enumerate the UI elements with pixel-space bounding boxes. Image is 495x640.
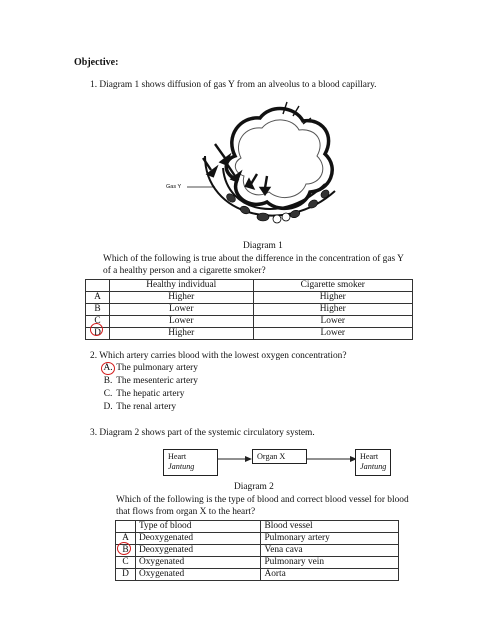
option-text: The mesenteric artery bbox=[116, 376, 198, 386]
question-1-stem: 1. Diagram 1 shows diffusion of gas Y from an alveolus to a blood capillary. bbox=[90, 80, 377, 90]
option-letter: D. bbox=[103, 402, 113, 412]
option-d bbox=[102, 402, 176, 413]
table-row bbox=[86, 304, 413, 316]
option-letter: A bbox=[86, 292, 110, 304]
option-text: The pulmonary artery bbox=[116, 363, 198, 373]
smoker-cell: Lower bbox=[253, 316, 412, 328]
blood-type-cell: Oxygenated bbox=[135, 569, 261, 581]
table-header-cell bbox=[116, 521, 136, 533]
table-header-row bbox=[86, 280, 413, 292]
option-b bbox=[102, 376, 198, 387]
table-row bbox=[116, 557, 399, 569]
option-letter: B bbox=[116, 545, 136, 557]
box-title: Heart bbox=[360, 452, 379, 461]
blood-type-cell: Deoxygenated bbox=[135, 545, 261, 557]
table-row bbox=[116, 533, 399, 545]
option-text: The renal artery bbox=[116, 402, 177, 412]
smoker-cell: Higher bbox=[253, 304, 412, 316]
question-3-stem: 3. Diagram 2 shows part of the systemic circulatory system. bbox=[90, 428, 315, 438]
option-letter: B. bbox=[103, 376, 113, 386]
arrow-right-icon bbox=[218, 455, 252, 463]
table-header-row bbox=[116, 521, 399, 533]
question-3-text-line1: Which of the following is the type of blood and correct blood vessel for blood bbox=[116, 495, 409, 505]
blood-type-cell: Oxygenated bbox=[135, 557, 261, 569]
healthy-cell: Higher bbox=[109, 328, 253, 340]
table-row bbox=[116, 569, 399, 581]
blood-type-cell: Deoxygenated bbox=[135, 533, 261, 545]
answer-circle bbox=[101, 362, 115, 375]
question-2-stem: 2. Which artery carries blood with the lowest oxygen concentration? bbox=[90, 351, 347, 361]
option-letter: C. bbox=[103, 389, 113, 399]
option-c bbox=[102, 389, 184, 400]
alveolus-diagram bbox=[165, 96, 355, 241]
answer-circle bbox=[90, 323, 103, 336]
heart-box-left bbox=[163, 449, 218, 476]
healthy-cell: Higher bbox=[109, 292, 253, 304]
box-subtitle: Jantung bbox=[168, 462, 195, 471]
vessel-cell: Aorta bbox=[261, 569, 399, 581]
organ-x-box bbox=[252, 449, 307, 464]
option-text: The hepatic artery bbox=[116, 389, 185, 399]
table-row bbox=[86, 316, 413, 328]
box-subtitle: Jantung bbox=[360, 462, 387, 471]
option-letter: B bbox=[86, 304, 110, 316]
answer-circle bbox=[117, 542, 131, 555]
smoker-cell: Lower bbox=[253, 328, 412, 340]
vessel-cell: Pulmonary artery bbox=[261, 533, 399, 545]
option-letter: D bbox=[86, 328, 110, 340]
vessel-cell: Pulmonary vein bbox=[261, 557, 399, 569]
option-letter: C bbox=[116, 557, 136, 569]
heart-box-right bbox=[355, 449, 391, 476]
diagram-1-caption: Diagram 1 bbox=[243, 241, 283, 251]
question-3-text-line2: that flows from organ X to the heart? bbox=[116, 507, 256, 517]
healthy-cell: Lower bbox=[109, 304, 253, 316]
table-row bbox=[86, 292, 413, 304]
arrow-right-icon bbox=[307, 455, 357, 463]
option-a bbox=[102, 363, 198, 374]
option-letter: A. bbox=[103, 363, 113, 373]
option-letter: C bbox=[86, 316, 110, 328]
vessel-cell: Vena cava bbox=[261, 545, 399, 557]
question-3-table bbox=[115, 520, 399, 581]
table-header-cell: Cigarette smoker bbox=[253, 280, 412, 292]
box-title: Organ X bbox=[257, 452, 286, 461]
alveolus-wall bbox=[226, 109, 332, 209]
table-header-cell bbox=[86, 280, 110, 292]
healthy-cell: Lower bbox=[109, 316, 253, 328]
question-1-text-line2: of a healthy person and a cigarette smoker? bbox=[103, 266, 266, 276]
diagram-2-caption: Diagram 2 bbox=[234, 482, 274, 492]
question-1-table bbox=[85, 279, 413, 340]
option-letter: D bbox=[116, 569, 136, 581]
question-1-text-line1: Which of the following is true about the difference in the concentration of gas Y bbox=[103, 254, 404, 264]
table-header-cell: Type of blood bbox=[135, 521, 261, 533]
section-heading: Objective: bbox=[74, 57, 119, 68]
gas-y-label: Gas Y bbox=[166, 184, 182, 190]
table-row bbox=[86, 328, 413, 340]
smoker-cell: Higher bbox=[253, 292, 412, 304]
option-letter: A bbox=[116, 533, 136, 545]
table-header-cell: Blood vessel bbox=[261, 521, 399, 533]
table-row bbox=[116, 545, 399, 557]
table-header-cell: Healthy individual bbox=[109, 280, 253, 292]
box-title: Heart bbox=[168, 452, 187, 461]
